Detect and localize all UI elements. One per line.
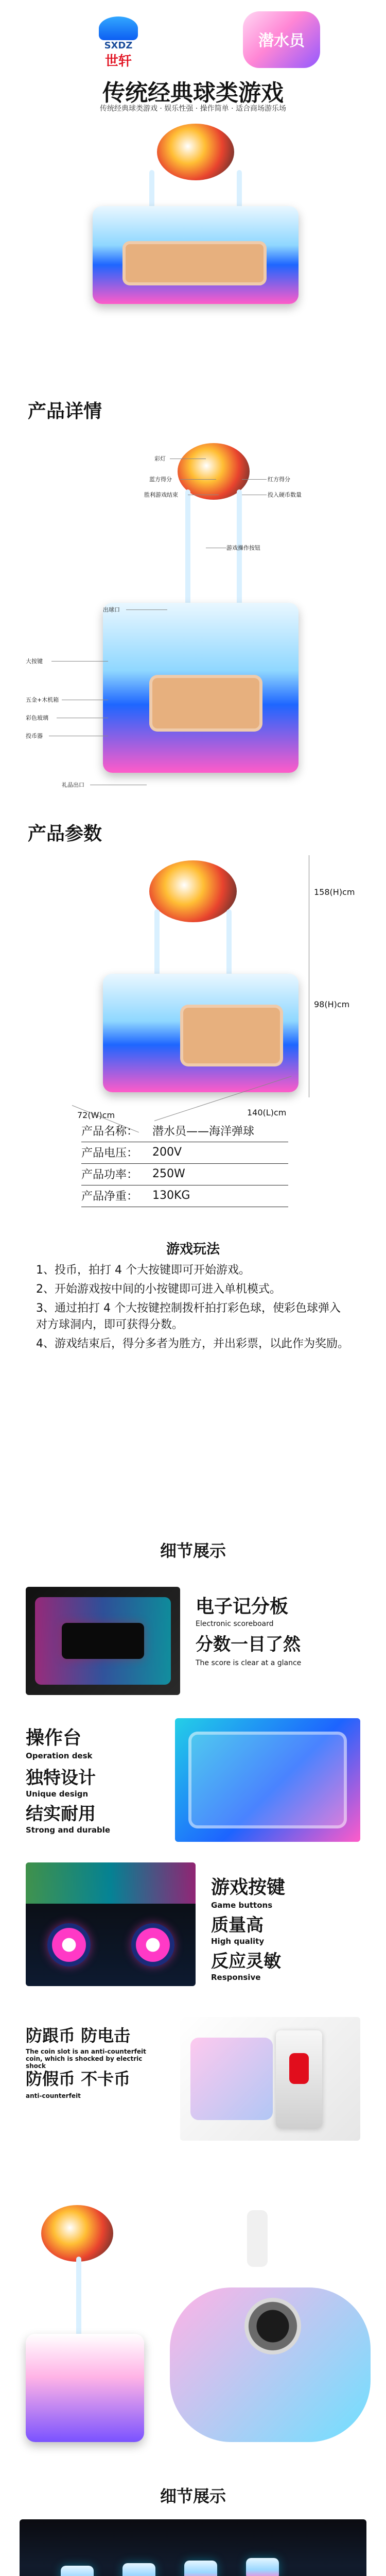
scoreboard-screen [62,1623,144,1659]
spec-label: 产品名称： [81,1121,152,1142]
callout-2: 蓝方得分 [149,476,172,483]
spec-value: 潜水员——海洋弹球 [152,1121,288,1142]
spec-row [81,1164,288,1185]
photo-cab [184,2561,217,2576]
hero-section [0,0,386,330]
howto-step-1: 1、投币，拍打 4 个大按键即可开始游戏。 [36,1264,250,1277]
scoreboard-desc: 分数一目了然 [196,1634,301,1655]
callout-line-8 [51,661,108,662]
view-left [21,2205,175,2463]
view-right-topper [247,2210,268,2267]
buttons-desc: 质量高 [211,1915,264,1936]
product-views [0,2200,386,2468]
gallery [0,2514,386,2576]
hero-wood-panel [122,241,267,285]
spec-row [81,1185,288,1207]
coin-en: The coin slot is an anti-counterfeit coin, which is shocked by electric shock [26,2048,146,2070]
opdesk-photo [175,1718,360,1842]
photo-cab [61,2566,94,2576]
brand-logo-emblem [99,16,138,40]
howto-step-2: 2、开始游戏按中间的小按键即可进入单机模式。 [36,1283,281,1296]
dim-height-body: 98(H)cm [314,999,350,1009]
params-section-title: 产品参数 [28,823,102,844]
details-section-title: 产品详情 [28,401,102,422]
details-pole-right [237,489,242,618]
feature-scoreboard [26,1587,360,1700]
spec-label: 产品功率： [81,1164,152,1185]
buttons-en2: High quality [211,1937,265,1946]
gallery-title: 细节展示 [160,2486,226,2506]
view-right-scoreboard [244,2298,301,2354]
buttons-glow [26,1862,196,1904]
view-right [170,2205,376,2463]
features-title: 细节展示 [160,1541,226,1561]
photo-cab [122,2563,155,2576]
brand-name: 世轩 [104,54,132,69]
button-left [47,1923,91,1967]
spec-value: 130KG [152,1185,288,1207]
howto-text [36,1262,350,1352]
details-diagram [0,422,386,855]
coin-title: 防跟币 防电击 [26,2026,131,2045]
callout-line-7 [126,609,167,610]
hero-headline: 传统经典球类游戏 [102,80,284,106]
buttons-desc2: 反应灵敏 [211,1951,281,1972]
callout-7: 出球口 [103,606,120,613]
dim-length: 140(L)cm [247,1108,287,1117]
opdesk-title: 操作台 [26,1727,82,1749]
buttons-en: Game buttons [211,1901,273,1910]
scoreboard-en2: The score is clear at a glance [196,1659,302,1667]
hero-subheadline: 传统经典球类游戏 · 娱乐性强 · 操作简单 · 适合商场游乐场 [99,105,287,113]
button-right [131,1923,174,1967]
opdesk-desc2: 结实耐用 [26,1804,96,1824]
scoreboard-photo [26,1587,180,1695]
howto-step-3: 3、通过拍打 4 个大按键控制拨杆拍打彩色球，使彩色球弹入对方球洞内，即可获得分数。 [36,1302,341,1331]
howto-title: 游戏玩法 [166,1242,220,1257]
photo-cab [246,2558,279,2576]
callout-4: 胜利游戏结束 [144,492,178,498]
feature-coin-slot [26,2017,360,2156]
params-wood-panel [180,1005,283,1066]
spec-row [81,1142,288,1164]
callout-10: 彩色玻璃 [26,715,48,721]
brand-logo-text: SXDZ [104,40,133,51]
params-topper [149,860,237,922]
callout-5: 投入硬币数量 [268,492,302,498]
details-wood-panel [149,675,262,732]
opdesk-panel [188,1732,347,1828]
spec-value: 200V [152,1142,288,1164]
details-pole-left [185,489,190,618]
coin-photo [180,2017,360,2141]
callout-8: 大按键 [26,658,43,665]
callout-6: 游戏操作按钮 [226,545,260,551]
coin-slot-red [289,2053,309,2084]
opdesk-en3: Strong and durable [26,1825,111,1835]
spec-label: 产品净重： [81,1185,152,1207]
callout-12: 礼品出口 [62,782,84,788]
feature-operation-desk [26,1718,360,1852]
coin-en2: anti-counterfeit [26,2092,81,2099]
params-diagram [0,850,386,1128]
callout-1: 彩灯 [154,455,166,462]
spec-table [81,1121,288,1207]
buttons-title: 游戏按键 [211,1877,286,1898]
scoreboard-en: Electronic scoreboard [196,1620,274,1628]
callout-11: 投币器 [26,733,43,739]
opdesk-desc: 独特设计 [26,1768,96,1788]
opdesk-en: Operation desk [26,1751,93,1760]
callout-3: 红方得分 [268,476,290,483]
callout-line-3 [242,479,267,480]
view-left-topper [41,2205,113,2262]
spec-label: 产品电压： [81,1142,152,1164]
coin-sticker [190,2038,273,2120]
howto-step-4: 4、游戏结束后，得分多者为胜方，并出彩票，以此作为奖励。 [36,1337,349,1350]
buttons-photo [26,1862,196,1986]
params-machine [103,860,319,1103]
view-left-cabinet [26,2334,144,2442]
game-logo-text: 潜水员 [258,32,305,50]
buttons-en3: Responsive [211,1973,261,1982]
feature-game-buttons [26,1862,360,2002]
spec-value: 250W [152,1164,288,1185]
dim-height-total: 158(H)cm [314,887,355,897]
brand-logo [87,16,149,68]
spec-row [81,1121,288,1142]
game-logo [243,11,320,68]
gallery-photo-1 [20,2519,366,2576]
hero-topper [157,124,234,180]
callout-9: 五金+木机箱 [26,697,59,703]
opdesk-en2: Unique design [26,1789,89,1799]
scoreboard-title: 电子记分板 [196,1596,289,1617]
hero-machine [87,124,304,314]
coin-desc: 防假币 不卡币 [26,2069,131,2089]
dim-width: 72(W)cm [77,1110,115,1120]
callout-line-2 [180,479,216,480]
